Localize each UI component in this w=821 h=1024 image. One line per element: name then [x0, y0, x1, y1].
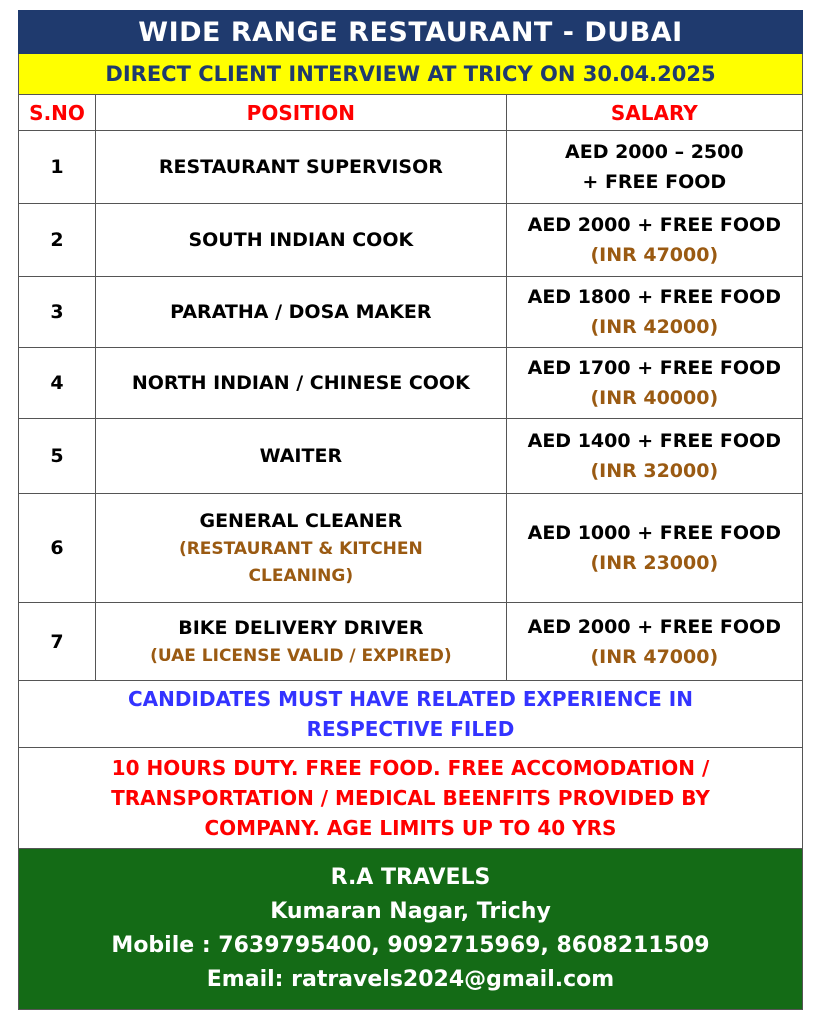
row-salary	[506, 603, 802, 681]
position-title: SOUTH INDIAN COOK	[188, 229, 414, 251]
salary-inr: (INR 32000)	[590, 460, 719, 482]
position-note: (RESTAURANT & KITCHEN	[178, 539, 423, 559]
row-position	[96, 131, 507, 204]
salary-amount: AED 2000 – 2500	[565, 141, 744, 163]
column-header-salary: SALARY	[506, 95, 802, 131]
row-sno: 1	[19, 131, 96, 204]
salary-inr: (INR 47000)	[590, 645, 719, 668]
table-header-row	[19, 95, 803, 131]
salary-amount: AED 1800 + FREE FOOD	[527, 286, 781, 308]
salary-inr: (INR 42000)	[590, 316, 719, 338]
position-note: (UAE LICENSE VALID / EXPIRED)	[150, 646, 452, 666]
row-position	[96, 603, 507, 681]
table-row	[19, 131, 803, 204]
position-title: GENERAL CLEANER	[199, 510, 403, 532]
interview-banner: DIRECT CLIENT INTERVIEW AT TRICY ON 30.04.2025	[18, 54, 803, 94]
contact-footer	[18, 849, 803, 1010]
company-name: R.A TRAVELS	[330, 865, 491, 890]
row-position	[96, 494, 507, 603]
benefits-notice	[18, 748, 803, 849]
row-sno: 3	[19, 277, 96, 348]
row-salary	[506, 494, 802, 603]
experience-line: RESPECTIVE FILED	[306, 717, 515, 741]
table-row	[19, 348, 803, 419]
benefits-line: COMPANY. AGE LIMITS UP TO 40 YRS	[204, 816, 617, 840]
column-header-position: POSITION	[96, 95, 507, 131]
table-row	[19, 494, 803, 603]
benefits-line: TRANSPORTATION / MEDICAL BEENFITS PROVIDED BY	[111, 786, 710, 810]
company-address: Kumaran Nagar, Trichy	[270, 899, 551, 924]
column-header-sno: S.NO	[19, 95, 96, 131]
positions-table	[18, 94, 803, 681]
salary-extra: + FREE FOOD	[582, 171, 727, 193]
position-title: RESTAURANT SUPERVISOR	[158, 156, 443, 178]
salary-amount: AED 2000 + FREE FOOD	[527, 615, 781, 638]
row-salary	[506, 131, 802, 204]
salary-amount: AED 1400 + FREE FOOD	[527, 430, 781, 452]
row-salary	[506, 419, 802, 494]
table-row	[19, 277, 803, 348]
experience-notice	[18, 681, 803, 748]
poster-title: WIDE RANGE RESTAURANT - DUBAI	[18, 10, 803, 54]
table-row	[19, 419, 803, 494]
job-poster	[18, 10, 803, 1010]
salary-amount: AED 1700 + FREE FOOD	[527, 357, 781, 379]
position-title: NORTH INDIAN / CHINESE COOK	[131, 372, 470, 394]
position-title: PARATHA / DOSA MAKER	[170, 301, 432, 323]
table-row	[19, 603, 803, 681]
row-position	[96, 277, 507, 348]
benefits-line: 10 HOURS DUTY. FREE FOOD. FREE ACCOMODATION /	[111, 756, 710, 780]
row-salary	[506, 277, 802, 348]
row-sno: 2	[19, 204, 96, 277]
row-sno: 4	[19, 348, 96, 419]
salary-amount: AED 1000 + FREE FOOD	[527, 522, 781, 544]
row-position	[96, 204, 507, 277]
salary-inr: (INR 23000)	[590, 552, 719, 574]
row-salary	[506, 348, 802, 419]
mobile-numbers: Mobile : 7639795400, 9092715969, 8608211509	[111, 933, 710, 958]
row-salary	[506, 204, 802, 277]
experience-line: CANDIDATES MUST HAVE RELATED EXPERIENCE IN	[128, 687, 693, 711]
position-note: CLEANING)	[248, 566, 354, 586]
table-row	[19, 204, 803, 277]
row-sno: 6	[19, 494, 96, 603]
email-address: Email: ratravels2024@gmail.com	[206, 967, 615, 992]
salary-amount: AED 2000 + FREE FOOD	[527, 214, 781, 236]
position-title: BIKE DELIVERY DRIVER	[178, 617, 424, 639]
salary-inr: (INR 47000)	[590, 244, 719, 266]
row-sno: 7	[19, 603, 96, 681]
position-title: WAITER	[259, 445, 343, 467]
row-position	[96, 419, 507, 494]
salary-inr: (INR 40000)	[590, 387, 719, 409]
row-position	[96, 348, 507, 419]
row-sno: 5	[19, 419, 96, 494]
